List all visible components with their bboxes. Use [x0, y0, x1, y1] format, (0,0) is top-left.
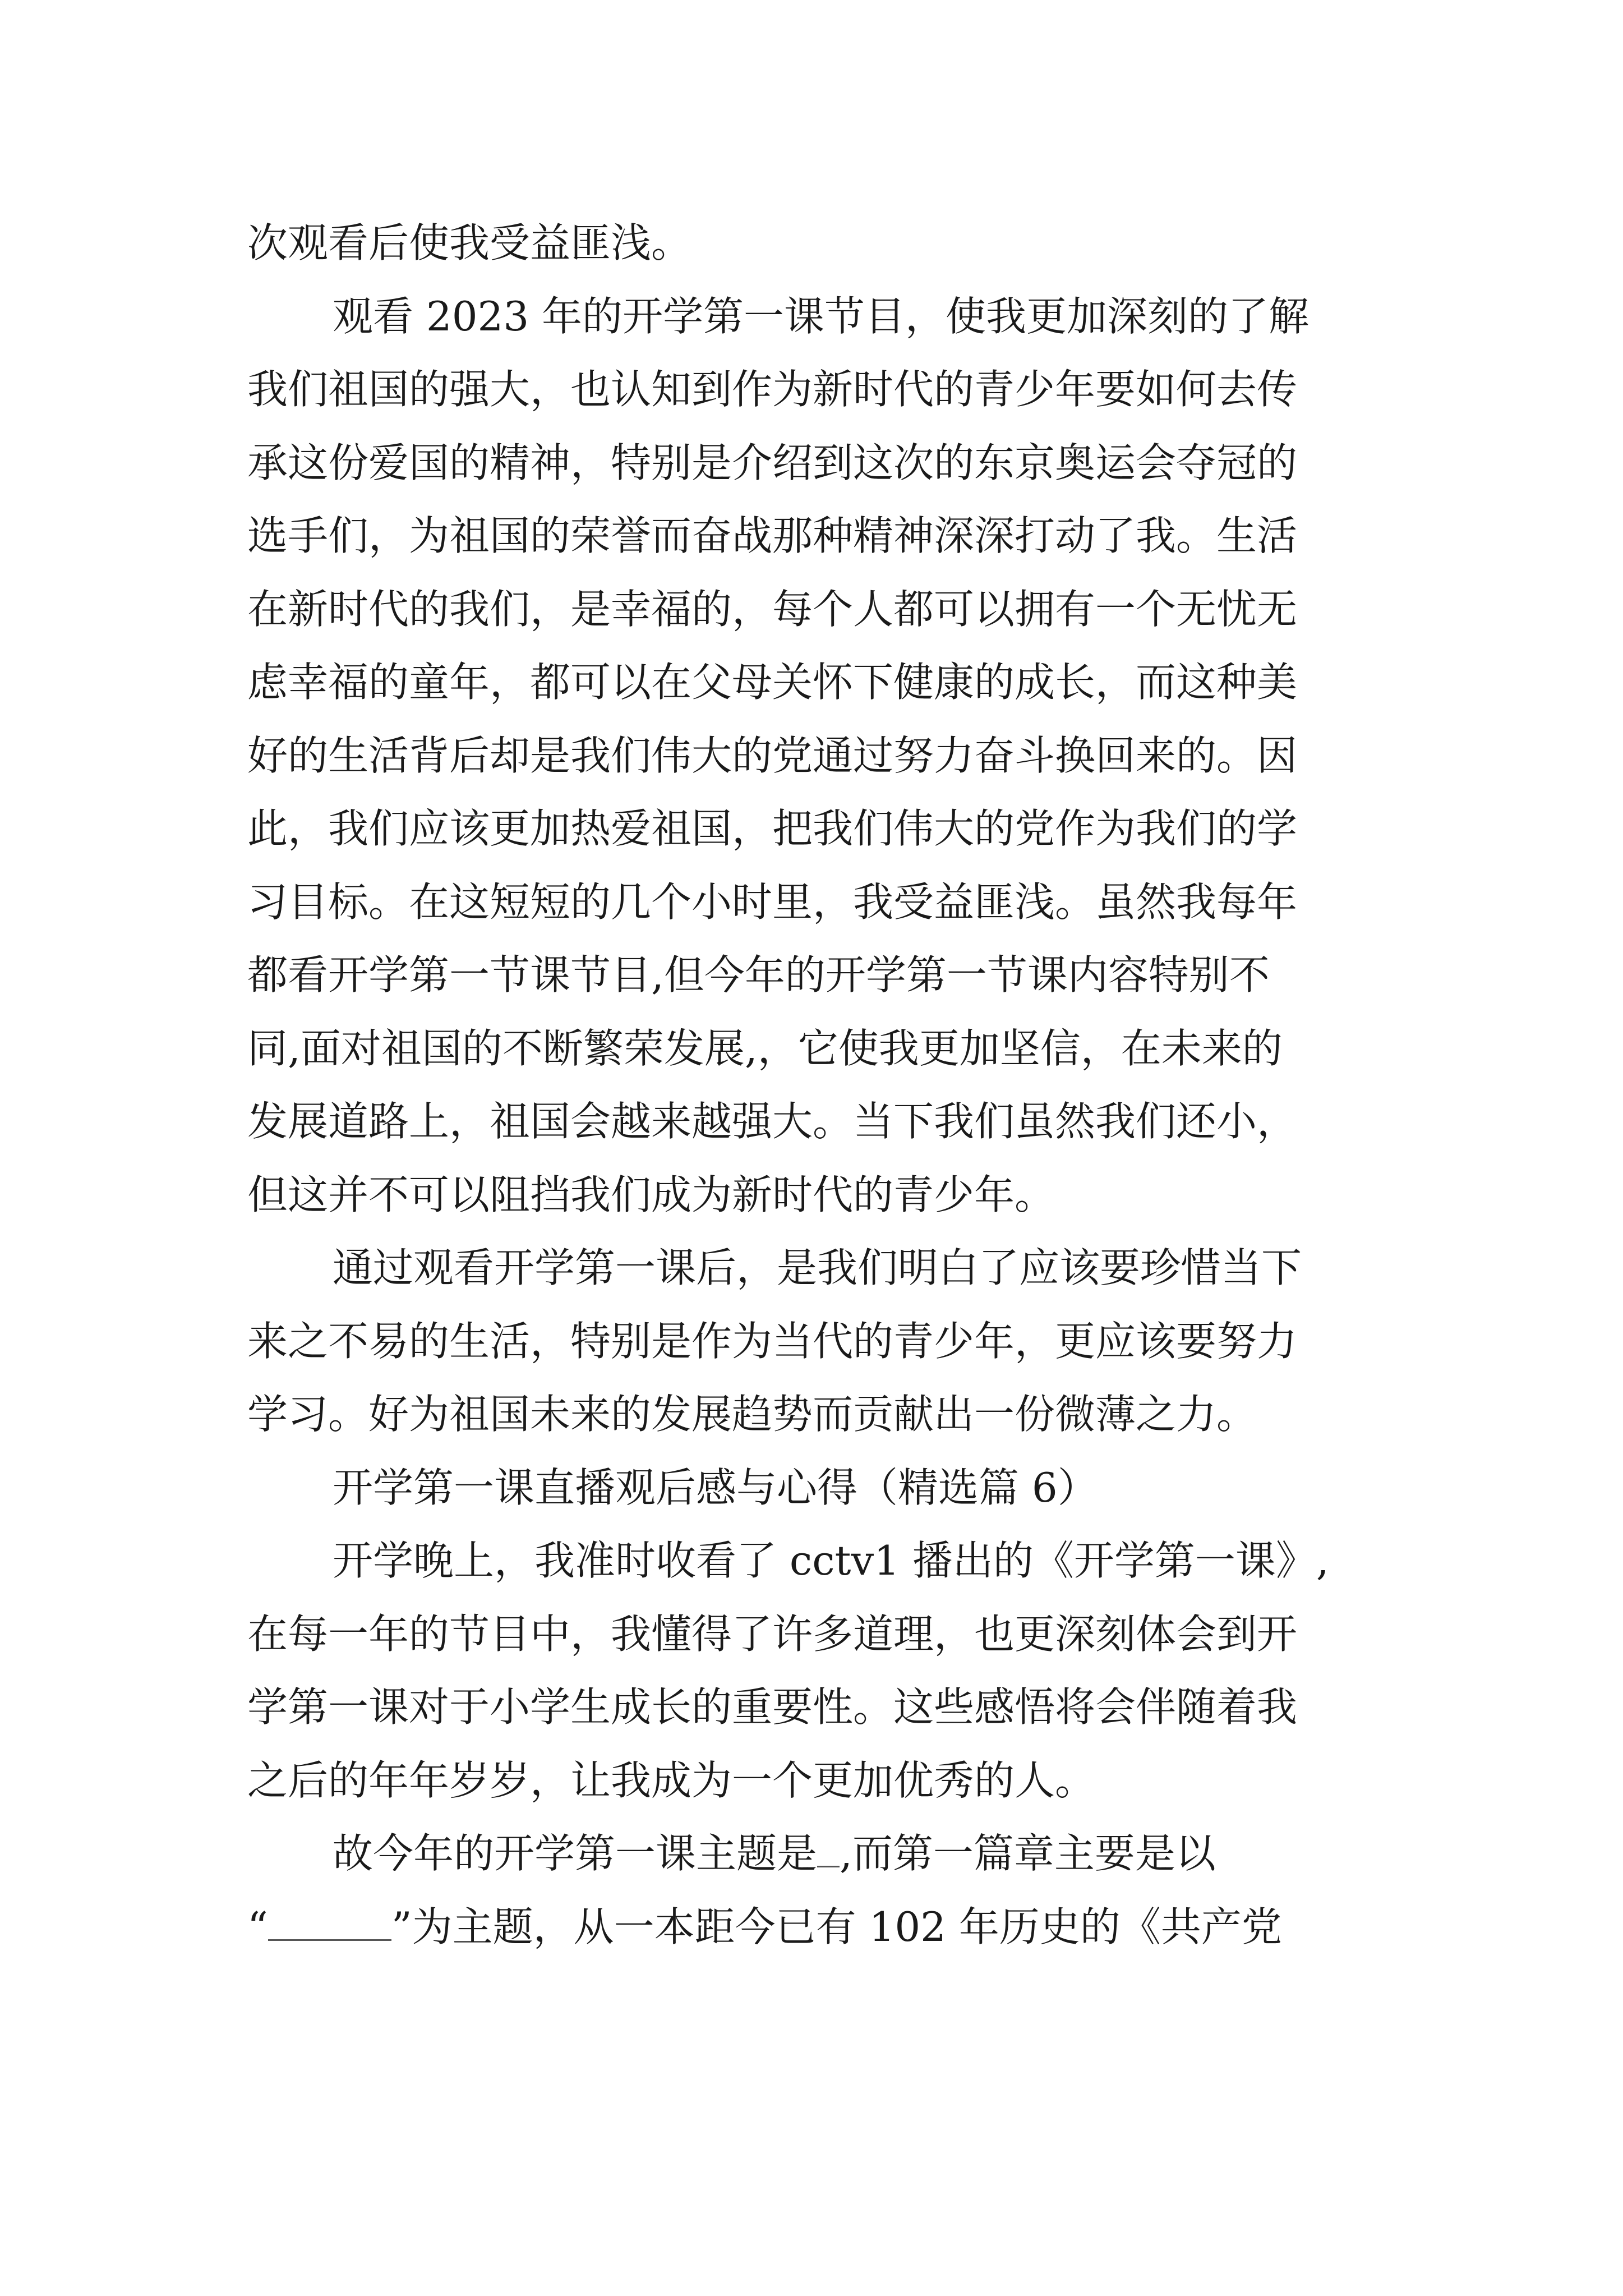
paragraph-line: 选手们，为祖国的荣誉而奋战那种精神深深打动了我。生活: [247, 512, 1298, 559]
paragraph-line: [247, 1817, 1380, 1890]
paragraph-line: 在每一年的节目中，我懂得了许多道理，也更深刻体会到开: [247, 1610, 1298, 1658]
fill-in-blank: [817, 1832, 840, 1867]
fill-in-blank: [268, 1906, 391, 1941]
paragraph-line: 次观看后使我受益匪浅。: [247, 219, 692, 266]
paragraph-line: 观看 2023 年的开学第一课节目，使我更加深刻的了解: [333, 292, 1310, 340]
paragraph-line: 虑幸福的童年，都可以在父母关怀下健康的成长，而这种美: [247, 659, 1298, 706]
paragraph-line: 但这并不可以阻挡我们成为新时代的青少年。: [247, 1171, 1055, 1218]
paragraph-line: 承这份爱国的精神，特别是介绍到这次的东京奥运会夺冠的: [247, 439, 1298, 486]
paragraph-line: 之后的年年岁岁，让我成为一个更加优秀的人。: [247, 1756, 1096, 1804]
paragraph-line: 此，我们应该更加热爱祖国，把我们伟大的党作为我们的学: [247, 805, 1298, 852]
paragraph-line: 发展道路上，祖国会越来越强大。当下我们虽然我们还小，: [247, 1098, 1298, 1145]
paragraph-line: 习目标。在这短短的几个小时里，我受益匪浅。虽然我每年: [247, 878, 1298, 926]
paragraph-line: 我们祖国的强大，也认知到作为新时代的青少年要如何去传: [247, 366, 1298, 413]
paragraph-line: 学习。好为祖国未来的发展趋势而贡献出一份微薄之力。: [247, 1391, 1257, 1438]
paragraph-line: 在新时代的我们，是幸福的，每个人都可以拥有一个无忧无: [247, 585, 1298, 633]
paragraph-line: 通过观看开学第一课后，是我们明白了应该要珍惜当下: [333, 1244, 1302, 1291]
paragraph-line: 开学晚上，我准时收看了 cctv1 播出的《开学第一课》,: [333, 1537, 1329, 1584]
paragraph-line: 好的生活背后却是我们伟大的党通过努力奋斗换回来的。因: [247, 731, 1298, 779]
paragraph-line: 来之不易的生活，特别是作为当代的青少年，更应该要努力: [247, 1317, 1298, 1365]
paragraph-text: ,而第一篇章主要是以: [840, 1830, 1216, 1877]
paragraph-text: ”为主题，从一本距今已有 102 年历史的《共产党: [391, 1903, 1282, 1950]
paragraph-text: 故今年的开学第一课主题是: [333, 1830, 818, 1877]
quote-open: “: [247, 1903, 268, 1950]
document-body: [247, 206, 1380, 1963]
paragraph-line: 同,面对祖国的不断繁荣发展,，它使我更加坚信，在未来的: [247, 1024, 1283, 1072]
paragraph-line: [247, 1890, 1380, 1964]
section-heading: 开学第一课直播观后感与心得（精选篇 6）: [333, 1464, 1098, 1511]
paragraph-line: 都看开学第一节课节目,但今年的开学第一节课内容特别不: [247, 951, 1270, 999]
paragraph-line: 学第一课对于小学生成长的重要性。这些感悟将会伴随着我: [247, 1683, 1298, 1731]
